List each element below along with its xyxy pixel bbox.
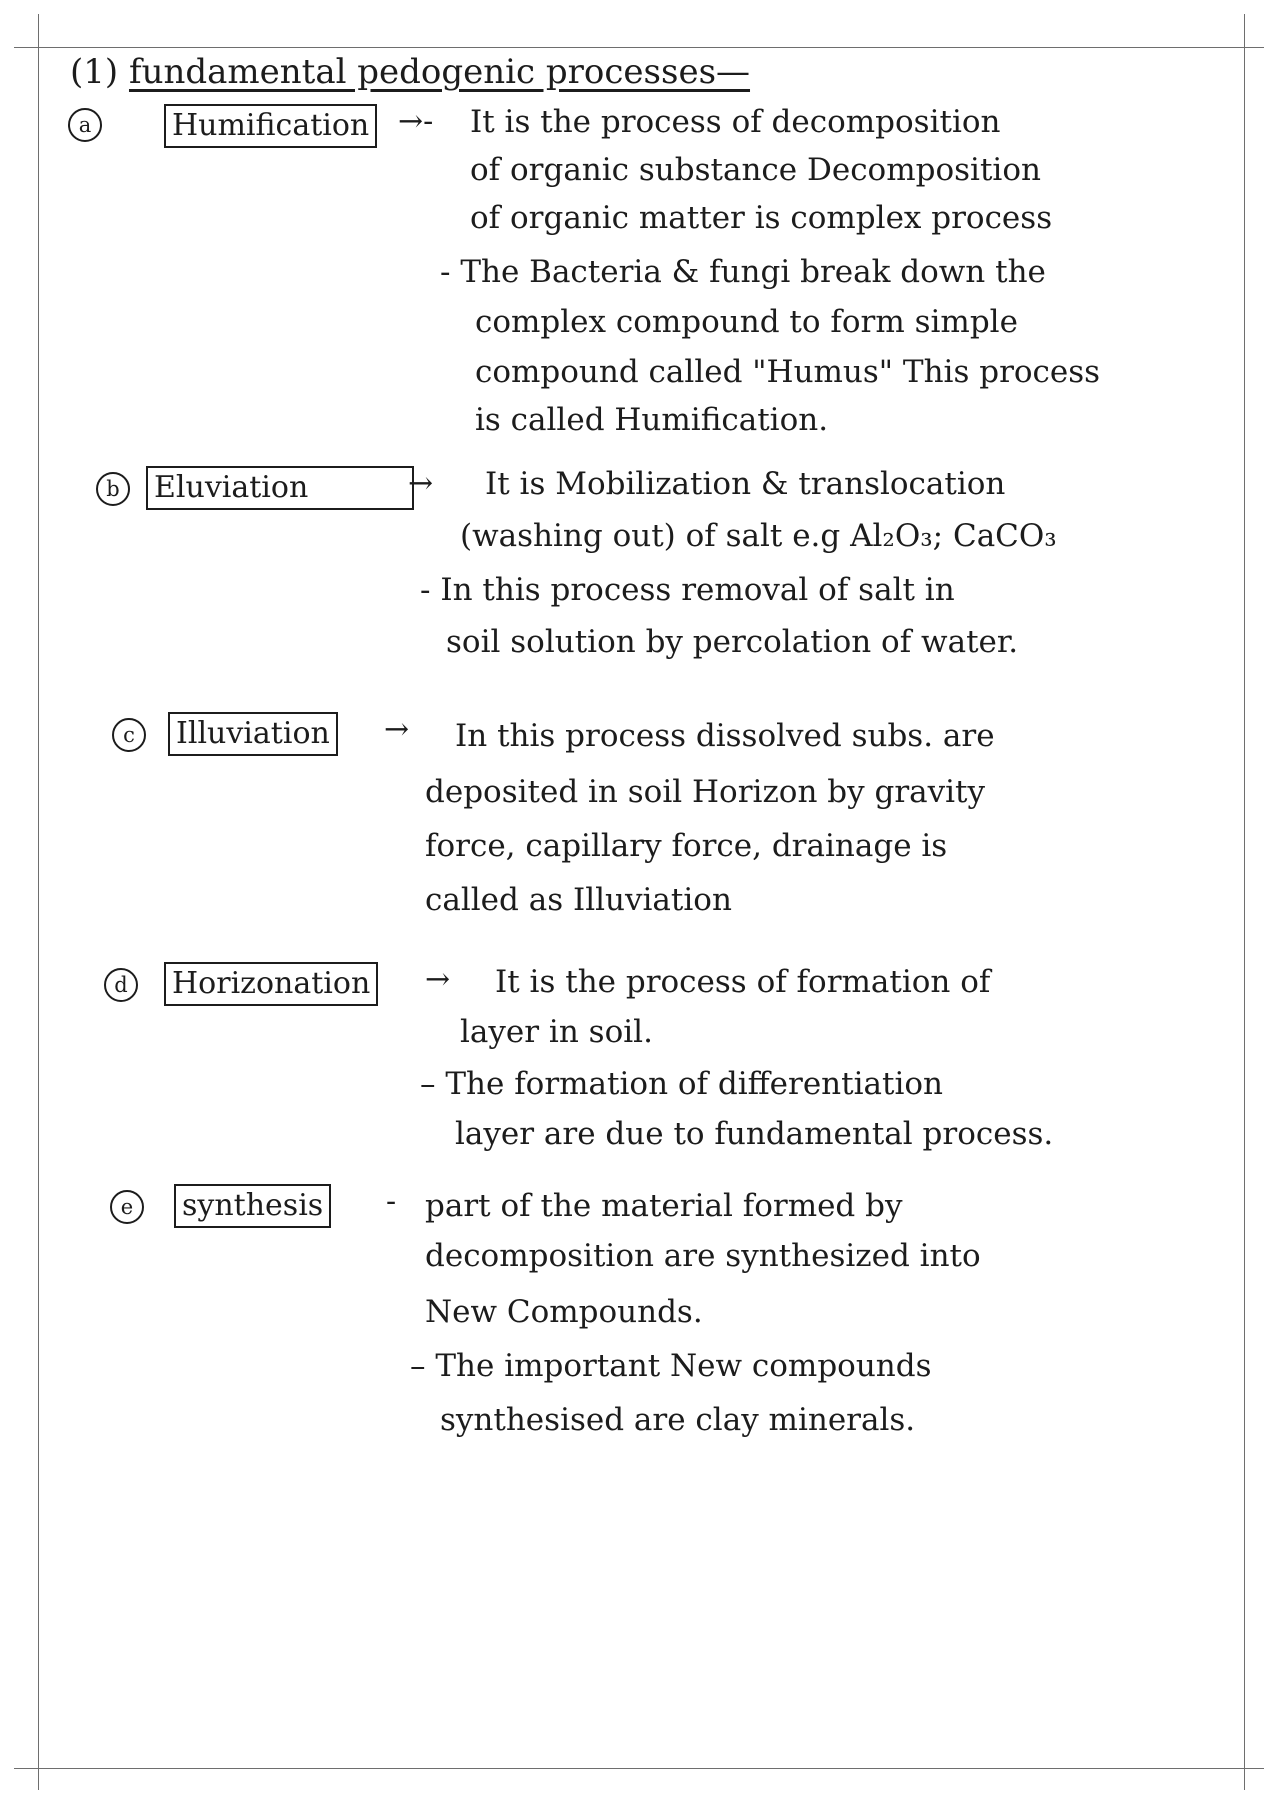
heading-number: (1): [70, 52, 119, 92]
page-margin-right: [1244, 14, 1245, 1790]
body-line: In this process dissolved subs. are: [455, 718, 995, 754]
body-line: deposited in soil Horizon by gravity: [425, 774, 986, 810]
body-line: layer in soil.: [460, 1014, 653, 1050]
arrow-icon: →: [384, 712, 410, 747]
body-line: It is Mobilization & translocation: [485, 466, 1006, 502]
term-synthesis: synthesis: [174, 1184, 331, 1228]
page-rule-top: [14, 47, 1264, 48]
heading-title: fundamental pedogenic processes—: [128, 52, 751, 92]
arrow-icon: →-: [398, 104, 434, 139]
body-line: (washing out) of salt e.g Al₂O₃; CaCO₃: [460, 518, 1057, 554]
body-line: complex compound to form simple: [475, 304, 1018, 340]
term-horizonation: Horizonation: [164, 962, 378, 1006]
page-rule-bottom: [14, 1768, 1264, 1769]
term-humification: Humification: [164, 104, 377, 148]
page-heading: [70, 52, 750, 92]
section-marker: d: [104, 968, 138, 1002]
section-marker: e: [110, 1190, 144, 1224]
arrow-icon: -: [386, 1184, 397, 1219]
body-line: part of the material formed by: [425, 1188, 903, 1224]
section-marker: a: [68, 108, 102, 142]
body-line: New Compounds.: [425, 1294, 703, 1330]
body-line: – The formation of differentiation: [420, 1066, 943, 1102]
section-marker: c: [112, 718, 146, 752]
body-line: of organic substance Decomposition: [470, 152, 1041, 188]
body-line: - In this process removal of salt in: [420, 572, 955, 608]
body-line: compound called "Humus" This process: [475, 354, 1101, 390]
body-line: decomposition are synthesized into: [425, 1238, 981, 1274]
body-line: layer are due to fundamental process.: [455, 1116, 1054, 1152]
term-eluviation: Eluviation: [146, 466, 414, 510]
page-margin-left: [38, 14, 39, 1790]
body-line: It is the process of decomposition: [470, 104, 1001, 140]
arrow-icon: →: [408, 466, 434, 501]
body-line: of organic matter is complex process: [470, 200, 1053, 236]
body-line: - The Bacteria & fungi break down the: [440, 254, 1046, 290]
body-line: force, capillary force, drainage is: [425, 828, 948, 864]
body-line: soil solution by percolation of water.: [446, 624, 1019, 660]
body-line: called as Illuviation: [425, 882, 732, 918]
body-line: synthesised are clay minerals.: [440, 1402, 916, 1438]
arrow-icon: →: [425, 962, 451, 997]
body-line: It is the process of formation of: [495, 964, 991, 1000]
body-line: is called Humification.: [475, 402, 829, 438]
body-line: – The important New compounds: [410, 1348, 932, 1384]
term-illuviation: Illuviation: [168, 712, 338, 756]
section-marker: b: [96, 472, 130, 506]
